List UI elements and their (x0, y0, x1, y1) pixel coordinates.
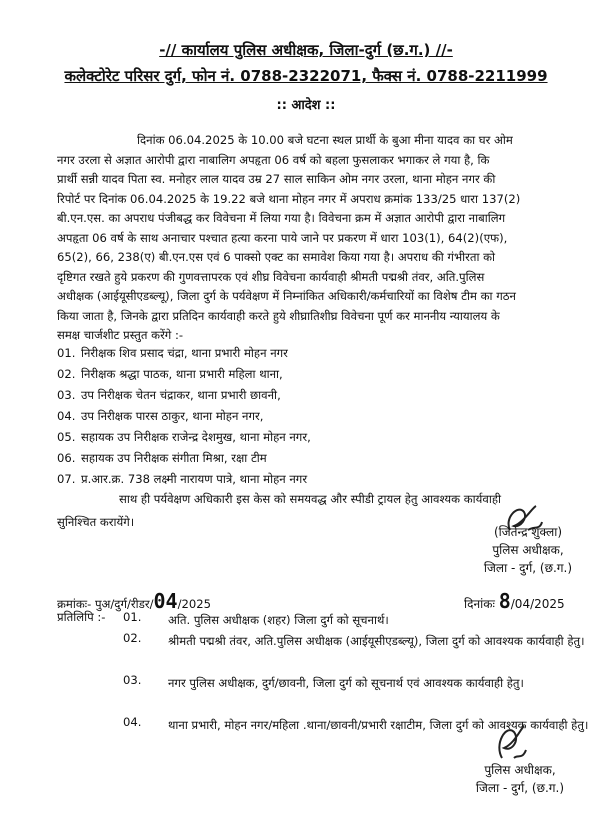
team-list (57, 346, 311, 493)
body-line: दृष्टिगत रखते हुये प्रकरण की गुणवत्तापरक एवं शीघ्र विवेचना कार्यवाही श्रीमती पद्मश्री तंवर, अति.पुलिस (57, 269, 485, 284)
body-line: बी.एन.एस. का अपराध पंजीबद्ध कर विवेचना में लिया गया है। विवेचना क्रम में अज्ञात आरोपी द्वारा नाबालिग (57, 211, 506, 225)
list-item: 04. उप निरीक्षक पारस ठाकुर, थाना मोहन नगर, (57, 409, 264, 423)
body-line: समक्ष चार्जशीट प्रस्तुत करेंगे :- (57, 328, 184, 342)
signatory-title: पुलिस अधीक्षक, (484, 763, 556, 777)
office-contact-line: कलेक्टोरेट परिसर दुर्ग, फोन नं. 0788-2322071, फैक्स नं. 0788-2211999 (64, 67, 548, 85)
order-date: दिनांकः 8/04/2025 (464, 589, 565, 613)
list-item: 02. निरीक्षक श्रद्धा पाठक, थाना प्रभारी महिला थाना, (57, 367, 283, 381)
signatory-title: पुलिस अधीक्षक, (492, 543, 564, 557)
signatory-place: जिला - दुर्ग, (छ.ग.) (483, 561, 573, 575)
list-item: 06. सहायक उप निरीक्षक संगीता मिश्रा, रक्षा टीम (57, 451, 267, 465)
signatory-name: (जितेन्द्र शुक्ला) (493, 525, 563, 539)
list-item: 07. प्र.आर.क्र. 738 लक्ष्मी नारायण पात्रे, थाना मोहन नगर (57, 472, 308, 486)
list-item: 05. सहायक उप निरीक्षक राजेन्द्र देशमुख, थाना मोहन नगर, (57, 430, 311, 444)
body-line: किया जाता है, जिनके द्वारा प्रतिदिन कार्यवाही करते हुये शीघ्रातिशीघ्र विवेचना पूर्ण कर माननीय न्यायालय के (57, 308, 500, 323)
handwritten-number: 04 (153, 589, 178, 613)
closing-line: साथ ही पर्यवेक्षण अधिकारी इस केस को समयवद्ध और स्पीडी ट्रायल हेतु आवश्यक कार्यवाही (119, 492, 501, 506)
signature-scribble (488, 718, 538, 766)
list-item: 03. उप निरीक्षक चेतन चंद्राकर, थाना प्रभारी छावनी, (57, 388, 281, 402)
body-line: अधीक्षक (आईयूसीएडब्ल्यू), जिला दुर्ग के पर्यवेक्षण में निम्नांकित अधिकारी/कर्मचारियों का विशेष टीम का गठन (57, 289, 516, 303)
office-header-title: -// कार्यालय पुलिस अधीक्षक, जिला-दुर्ग (छ.ग.) //- (159, 41, 453, 59)
body-line: प्रार्थी सन्नी यादव पिता स्व. मनोहर लाल यादव उम्र 27 साल साकिन ओम नगर उरला, थाना मोहन नगर की (57, 172, 496, 186)
signatory-place: जिला - दुर्ग, (छ.ग.) (475, 781, 565, 795)
list-item: 01. निरीक्षक शिव प्रसाद चंद्रा, थाना प्रभारी मोहन नगर (57, 346, 288, 360)
signature-block (468, 523, 588, 577)
body-line: नगर उरला से अज्ञात आरोपी द्वारा नाबालिग अपहृता 06 वर्ष को बहला फुसलाकर भगाकर ले गया है, कि (57, 152, 490, 167)
body-line: रिपोर्ट पर दिनांक 06.04.2025 के 19.22 बजे थाना मोहन नगर में अपराध क्रमांक 133/25 धारा 137(2) (57, 191, 521, 206)
body-line: दिनांक 06.04.2025 के 10.00 बजे घटना स्थल प्रार्थी के बुआ मीना यादव का घर ओम (137, 133, 513, 147)
body-line: अपहृता 06 वर्ष के साथ अनाचार पश्चात हत्या करना पाये जाने पर प्रकरण में धारा 103(1), 64(2)(एफ), (57, 230, 508, 245)
order-heading: :: आदेश :: (276, 98, 336, 113)
signature-block (460, 761, 580, 797)
closing-paragraph (57, 492, 501, 538)
closing-line: सुनिश्चित करायेंगे। (57, 515, 135, 529)
order-body (57, 133, 584, 348)
reference-number: क्रमांकः- पुअ/दुर्ग/रीडर/04/2025 (57, 589, 212, 613)
body-line: 65(2), 66, 238(ए) बी.एन.एस एवं 6 पाक्सो एक्ट का समावेश किया गया है। अपराध की गंभीरता को (57, 250, 496, 264)
copy-to-label: प्रतिलिपि :- (57, 610, 106, 624)
handwritten-day: 8 (498, 589, 511, 613)
